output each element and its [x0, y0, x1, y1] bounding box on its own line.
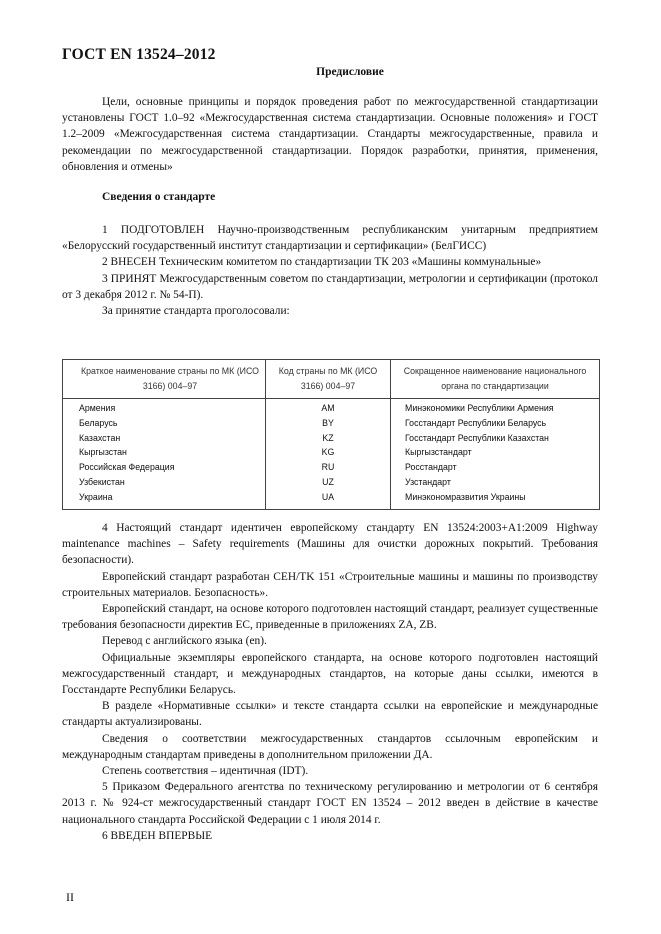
- details-paragraph-first-introduced: 6 ВВЕДЕН ВПЕРВЫЕ: [102, 829, 213, 842]
- info-paragraph-voted: За принятие стандарта проголосовали:: [102, 305, 290, 318]
- country-name: Кыргызстан: [63, 445, 266, 460]
- national-body: Госстандарт Республики Беларусь: [391, 416, 600, 431]
- preface-paragraph: Цели, основные принципы и порядок проведения работ по межгосударственной стандартизации установлены ГОСТ 1.0–92 «Межгосударственная система стандартизации. Основные положения» и ГОСТ 1.2–2009 «Межгосударственная система стандартизации. Стандарты межгосударственные, правила и рекомендации по межгосударственной стандартизации. Порядок разработки, принятия, применения, обновления и отмены»: [62, 96, 598, 173]
- details-paragraph-degree: Степень соответствия – идентичная (IDT).: [102, 765, 309, 778]
- standard-info-title: Сведения о стандарте: [102, 191, 216, 203]
- table-row: [63, 475, 600, 490]
- national-body: Кыргызстандарт: [391, 445, 600, 460]
- table-row: [63, 490, 600, 509]
- details-paragraph-correspondence: Сведения о соответствии межгосударственных стандартов ссылочным европейским и международным стандартам приведены в дополнительном приложении ДА.: [62, 732, 598, 761]
- details-paragraph-developed: Европейский стандарт разработан CEH/TK 151 «Строительные машины и машины по производству строительных материалов. Безопасность».: [62, 570, 598, 599]
- standard-details-text: [62, 520, 598, 844]
- table-row: [63, 399, 600, 416]
- country-code: RU: [266, 460, 391, 475]
- table-row: [63, 445, 600, 460]
- national-body: Узстандарт: [391, 475, 600, 490]
- info-paragraph-submitted: 2 ВНЕСЕН Техническим комитетом по стандартизации ТК 203 «Машины коммунальные»: [102, 256, 542, 269]
- national-body: Минэкономики Республики Армения: [391, 399, 600, 416]
- standard-info-text: [62, 222, 598, 319]
- country-name: Российская Федерация: [63, 460, 266, 475]
- country-code: KZ: [266, 431, 391, 446]
- details-paragraph-order: 5 Приказом Федерального агентства по техническому регулированию и метрологии от 6 сентября 2013 г. № 924-ст межгосударственный стандарт ГОСТ EN 13524 – 2012 введен в действие в качестве национального стандарта Российской Федерации с 1 июля 2014 г.: [62, 781, 598, 826]
- country-name: Узбекистан: [63, 475, 266, 490]
- page-number: II: [66, 890, 74, 904]
- national-body: Росстандарт: [391, 460, 600, 475]
- table-row: [63, 460, 600, 475]
- info-paragraph-prepared: 1 ПОДГОТОВЛЕН Научно-производственным республиканским унитарным предприятием «Белорусский государственный институт стандартизации и сертификации» (БелГИСС): [62, 224, 598, 253]
- country-code: KG: [266, 445, 391, 460]
- country-code: AM: [266, 399, 391, 416]
- country-code: BY: [266, 416, 391, 431]
- national-body: Госстандарт Республики Казахстан: [391, 431, 600, 446]
- header-country-name: Краткое наименование страны по МК (ИСО 3166) 004–97: [63, 360, 266, 399]
- document-code-header: ГОСТ EN 13524–2012: [62, 46, 216, 63]
- voting-countries-table: [62, 359, 600, 510]
- table-header-row: [63, 360, 600, 399]
- country-code: UZ: [266, 475, 391, 490]
- national-body: Минэкономразвития Украины: [391, 490, 600, 509]
- country-code: UA: [266, 490, 391, 509]
- table-row: [63, 416, 600, 431]
- header-country-code: Код страны по МК (ИСО 3166) 004–97: [266, 360, 391, 399]
- country-name: Беларусь: [63, 416, 266, 431]
- country-name: Армения: [63, 399, 266, 416]
- table-row: [63, 431, 600, 446]
- info-paragraph-adopted: 3 ПРИНЯТ Межгосударственным советом по стандартизации, метрологии и сертификации (протокол от 3 декабря 2012 г. № 54-П).: [62, 272, 598, 301]
- details-paragraph-translation: Перевод с английского языка (en).: [102, 635, 267, 648]
- details-paragraph-references: В разделе «Нормативные ссылки» и тексте стандарта ссылки на европейские и международные стандарты актуализированы.: [62, 700, 598, 729]
- country-name: Казахстан: [63, 431, 266, 446]
- details-paragraph-requirements: Европейский стандарт, на основе которого подготовлен настоящий стандарт, реализует существенные требования безопасности директив ЕС, приведенные в приложениях ZA, ZB.: [62, 603, 598, 632]
- country-name: Украина: [63, 490, 266, 509]
- header-national-body: Сокращенное наименование национального органа по стандартизации: [391, 360, 600, 399]
- preface-text: [62, 94, 598, 175]
- details-paragraph-copies: Официальные экземпляры европейского стандарта, на основе которого подготовлен настоящий межгосударственный стандарт, и международных стандартов, на которые даны ссылки, имеются в Госстандарте Республики Беларусь.: [62, 651, 598, 697]
- preface-title: Предисловие: [316, 66, 384, 78]
- details-paragraph-identical: 4 Настоящий стандарт идентичен европейскому стандарту EN 13524:2003+A1:2009 Highway maintenance machines – Safety requirements (Машины для очистки дорожных покрытий. Требования безопасности).: [62, 522, 598, 567]
